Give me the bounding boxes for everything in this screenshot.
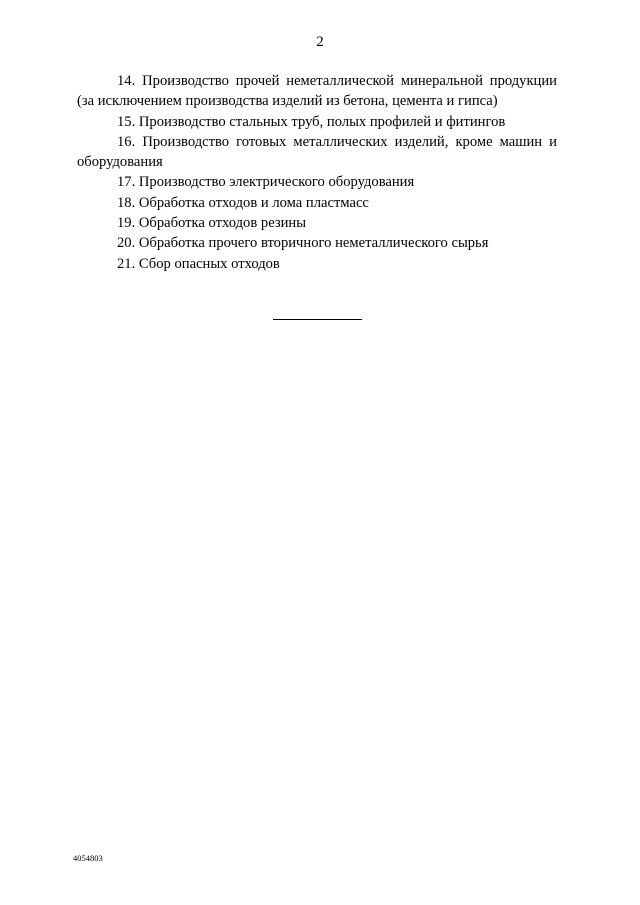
end-of-document-rule: [273, 319, 362, 320]
list-item: 21. Сбор опасных отходов: [117, 255, 280, 272]
list-item: 18. Обработка отходов и лома пластмасс: [117, 194, 369, 211]
list-item: 16. Производство готовых металлических изделий, кроме машин и оборудования: [77, 133, 557, 171]
list-item: 20. Обработка прочего вторичного неметаллического сырья: [117, 235, 489, 252]
list-item: 14. Производство прочей неметаллической минеральной продукции (за исключением производства изделий из бетона, цемента и гипса): [77, 73, 557, 110]
list-item: 17. Производство электрического оборудования: [117, 174, 415, 191]
document-code: 4054803: [73, 853, 103, 863]
page-number: 2: [316, 34, 324, 50]
list-item: 15. Производство стальных труб, полых профилей и фитингов: [117, 113, 506, 130]
list-item: 19. Обработка отходов резины: [117, 215, 307, 232]
activity-list: [77, 71, 557, 274]
